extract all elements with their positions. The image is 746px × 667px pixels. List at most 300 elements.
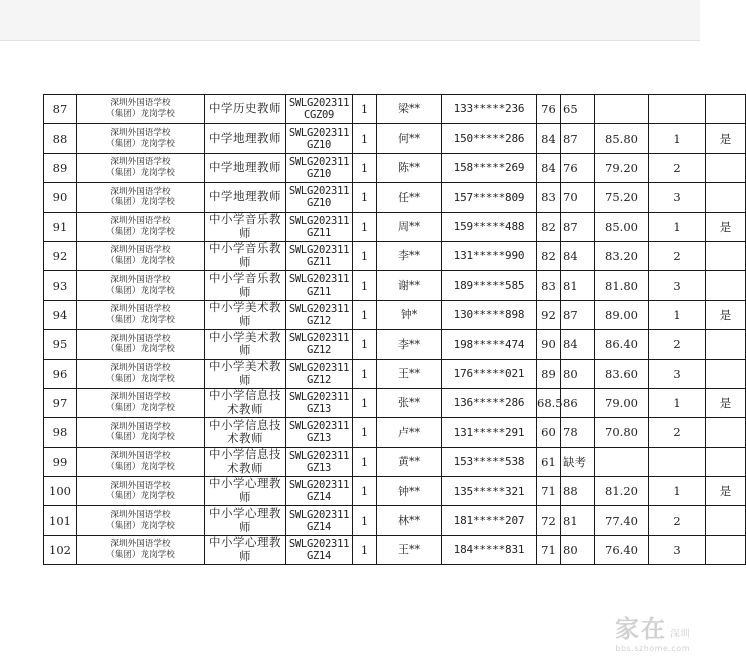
cell-interview-score: 81 (561, 271, 595, 300)
cell-unit (77, 241, 205, 270)
table-row (44, 447, 746, 476)
cell-total-score: 79.00 (595, 388, 649, 417)
cell-total-score: 70.80 (595, 418, 649, 447)
watermark-brand: 家在 (615, 615, 667, 643)
cell-rank (649, 95, 706, 124)
cell-hire-count: 1 (353, 300, 377, 329)
cell-number: 100 (44, 477, 77, 506)
cell-phone: 131*****990 (442, 241, 537, 270)
cell-post-line: 师 (239, 490, 251, 505)
cell-selected: 是 (706, 124, 746, 153)
cell-post-code-line: GZ14 (306, 550, 332, 563)
cell-selected (706, 506, 746, 535)
cell-post (205, 359, 286, 388)
cell-post-code-line: GZ14 (306, 520, 332, 533)
cell-unit (77, 183, 205, 212)
cell-candidate-name: 钟* (377, 300, 442, 329)
cell-candidate-name: 钟** (377, 477, 442, 506)
cell-total-score: 77.40 (595, 506, 649, 535)
cell-post-code-line: SWLG202311 (288, 155, 350, 168)
cell-post-code-line: GZ10 (306, 138, 332, 151)
cell-post-line: 中学地理教师 (209, 189, 281, 204)
cell-post-code-line: SWLG202311 (288, 185, 350, 198)
cell-post-code-line: GZ12 (306, 344, 332, 357)
cell-post-code-line: GZ11 (306, 256, 332, 269)
cell-unit-line: 深圳外国语学校 (110, 216, 171, 227)
cell-candidate-name: 张** (377, 388, 442, 417)
cell-unit-line: （集团）龙岗学校 (106, 314, 175, 325)
cell-number: 89 (44, 153, 77, 182)
cell-rank: 1 (649, 212, 706, 241)
cell-unit (77, 271, 205, 300)
cell-unit-line: 深圳外国语学校 (110, 480, 171, 491)
cell-post (205, 95, 286, 124)
cell-post-code (286, 212, 353, 241)
cell-total-score: 85.00 (595, 212, 649, 241)
watermark-tag: 深圳 (670, 629, 690, 640)
cell-written-score: 84 (537, 124, 561, 153)
cell-unit-line: 深圳外国语学校 (110, 186, 171, 197)
cell-post-code-line: SWLG202311 (288, 508, 350, 521)
table-row (44, 241, 746, 270)
cell-rank: 1 (649, 124, 706, 153)
cell-post-code (286, 447, 353, 476)
cell-unit-line: 深圳外国语学校 (110, 421, 171, 432)
cell-post (205, 388, 286, 417)
cell-post-code-line: GZ11 (306, 226, 332, 239)
cell-number: 98 (44, 418, 77, 447)
cell-unit (77, 153, 205, 182)
cell-total-score: 83.60 (595, 359, 649, 388)
cell-phone: 159*****488 (442, 212, 537, 241)
cell-phone: 158*****269 (442, 153, 537, 182)
cell-hire-count: 1 (353, 241, 377, 270)
cell-post-code-line: GZ14 (306, 491, 332, 504)
cell-post-code (286, 124, 353, 153)
cell-rank: 3 (649, 183, 706, 212)
cell-post (205, 418, 286, 447)
cell-number: 96 (44, 359, 77, 388)
cell-unit-line: 深圳外国语学校 (110, 127, 171, 138)
cell-selected (706, 447, 746, 476)
cell-post-line: 师 (239, 372, 251, 387)
cell-unit (77, 359, 205, 388)
cell-post (205, 477, 286, 506)
cell-post-code-line: SWLG202311 (288, 391, 350, 404)
cell-unit-line: （集团）龙岗学校 (106, 226, 175, 237)
cell-candidate-name: 何** (377, 124, 442, 153)
cell-number: 87 (44, 95, 77, 124)
cell-written-score: 82 (537, 241, 561, 270)
cell-candidate-name: 王** (377, 359, 442, 388)
cell-selected (706, 330, 746, 359)
cell-candidate-name: 周** (377, 212, 442, 241)
cell-unit-line: 深圳外国语学校 (110, 274, 171, 285)
cell-post-line: 中小学信息技 (209, 447, 281, 462)
cell-post-code-line: GZ12 (306, 314, 332, 327)
cell-unit-line: 深圳外国语学校 (110, 392, 171, 403)
cell-post-line: 中小学信息技 (209, 417, 281, 432)
cell-interview-score: 87 (561, 212, 595, 241)
cell-post-code (286, 359, 353, 388)
cell-number: 93 (44, 271, 77, 300)
cell-hire-count: 1 (353, 212, 377, 241)
cell-number: 102 (44, 535, 77, 564)
cell-post-code-line: SWLG202311 (288, 361, 350, 374)
cell-post-line: 中小学美术教 (209, 358, 281, 373)
cell-number: 90 (44, 183, 77, 212)
cell-hire-count: 1 (353, 124, 377, 153)
cell-unit (77, 535, 205, 564)
cell-phone: 153*****538 (442, 447, 537, 476)
cell-selected (706, 535, 746, 564)
cell-post-line: 师 (239, 313, 251, 328)
cell-hire-count: 1 (353, 330, 377, 359)
cell-post-line: 中小学美术教 (209, 300, 281, 315)
cell-candidate-name: 陈** (377, 153, 442, 182)
cell-written-score: 71 (537, 535, 561, 564)
cell-candidate-name: 卢** (377, 418, 442, 447)
cell-unit (77, 477, 205, 506)
cell-candidate-name: 林** (377, 506, 442, 535)
cell-rank: 2 (649, 153, 706, 182)
cell-written-score: 82 (537, 212, 561, 241)
cell-post-code (286, 330, 353, 359)
cell-unit-line: （集团）龙岗学校 (106, 285, 175, 296)
cell-post (205, 535, 286, 564)
cell-hire-count: 1 (353, 477, 377, 506)
cell-written-score: 68.5 (537, 388, 561, 417)
cell-interview-score: 80 (561, 535, 595, 564)
cell-post-line: 中小学音乐教 (209, 241, 281, 256)
cell-rank: 2 (649, 418, 706, 447)
cell-post-code-line: SWLG202311 (288, 126, 350, 139)
cell-unit-line: （集团）龙岗学校 (106, 109, 175, 120)
cell-post-code-line: SWLG202311 (288, 302, 350, 315)
table-row (44, 330, 746, 359)
cell-interview-score: 87 (561, 300, 595, 329)
cell-rank (649, 447, 706, 476)
cell-phone: 198*****474 (442, 330, 537, 359)
cell-post-line: 术教师 (227, 460, 263, 475)
table-row (44, 506, 746, 535)
cell-interview-score: 缺考 (561, 447, 595, 476)
cell-hire-count: 1 (353, 95, 377, 124)
cell-post (205, 124, 286, 153)
cell-written-score: 72 (537, 506, 561, 535)
cell-unit (77, 447, 205, 476)
cell-post-line: 中小学音乐教 (209, 211, 281, 226)
cell-rank: 1 (649, 300, 706, 329)
cell-interview-score: 80 (561, 359, 595, 388)
cell-rank: 1 (649, 477, 706, 506)
cell-post-line: 师 (239, 255, 251, 270)
cell-selected (706, 95, 746, 124)
cell-unit-line: （集团）龙岗学校 (106, 520, 175, 531)
cell-unit (77, 388, 205, 417)
cell-rank: 3 (649, 359, 706, 388)
cell-interview-score: 84 (561, 241, 595, 270)
cell-unit-line: 深圳外国语学校 (110, 539, 171, 550)
cell-hire-count: 1 (353, 447, 377, 476)
cell-total-score: 83.20 (595, 241, 649, 270)
cell-post (205, 506, 286, 535)
cell-selected (706, 241, 746, 270)
cell-post-line: 师 (239, 519, 251, 534)
cell-unit-line: 深圳外国语学校 (110, 98, 171, 109)
cell-phone: 135*****321 (442, 477, 537, 506)
cell-hire-count: 1 (353, 535, 377, 564)
cell-written-score: 89 (537, 359, 561, 388)
cell-written-score: 61 (537, 447, 561, 476)
cell-post-code-line: GZ10 (306, 167, 332, 180)
cell-post-code-line: SWLG202311 (288, 244, 350, 257)
cell-unit (77, 212, 205, 241)
table-row (44, 95, 746, 124)
cell-post-code-line: SWLG202311 (288, 214, 350, 227)
cell-number: 91 (44, 212, 77, 241)
cell-post (205, 241, 286, 270)
cell-unit-line: （集团）龙岗学校 (106, 461, 175, 472)
cell-total-score: 75.20 (595, 183, 649, 212)
cell-post-line: 中小学美术教 (209, 329, 281, 344)
cell-post-code (286, 300, 353, 329)
cell-interview-score: 78 (561, 418, 595, 447)
cell-written-score: 71 (537, 477, 561, 506)
cell-phone: 136*****286 (442, 388, 537, 417)
cell-post-line: 中小学心理教 (209, 535, 281, 550)
cell-selected (706, 153, 746, 182)
cell-unit (77, 124, 205, 153)
cell-candidate-name: 李** (377, 330, 442, 359)
cell-post-line: 师 (239, 284, 251, 299)
cell-unit-line: （集团）龙岗学校 (106, 197, 175, 208)
cell-selected: 是 (706, 477, 746, 506)
cell-number: 99 (44, 447, 77, 476)
cell-post-code-line: GZ13 (306, 403, 332, 416)
cell-total-score: 85.80 (595, 124, 649, 153)
cell-post-code-line: GZ12 (306, 373, 332, 386)
cell-post-code-line: GZ11 (306, 285, 332, 298)
cell-phone: 131*****291 (442, 418, 537, 447)
cell-post-code (286, 183, 353, 212)
cell-post-code (286, 535, 353, 564)
cell-rank: 3 (649, 535, 706, 564)
cell-post-line: 中学地理教师 (209, 160, 281, 175)
cell-post-code-line: SWLG202311 (288, 420, 350, 433)
cell-phone: 133*****236 (442, 95, 537, 124)
cell-selected: 是 (706, 212, 746, 241)
cell-post-code (286, 506, 353, 535)
cell-unit-line: 深圳外国语学校 (110, 157, 171, 168)
cell-candidate-name: 王** (377, 535, 442, 564)
cell-interview-score: 65 (561, 95, 595, 124)
cell-written-score: 90 (537, 330, 561, 359)
cell-post (205, 447, 286, 476)
cell-post-code-line: SWLG202311 (288, 479, 350, 492)
cell-unit-line: （集团）龙岗学校 (106, 256, 175, 267)
cell-hire-count: 1 (353, 388, 377, 417)
cell-post (205, 212, 286, 241)
cell-total-score: 81.80 (595, 271, 649, 300)
cell-unit-line: 深圳外国语学校 (110, 304, 171, 315)
cell-post-code (286, 388, 353, 417)
cell-total-score: 79.20 (595, 153, 649, 182)
cell-post-code-line: GZ13 (306, 432, 332, 445)
cell-number: 101 (44, 506, 77, 535)
cell-post-line: 师 (239, 343, 251, 358)
cell-unit-line: 深圳外国语学校 (110, 245, 171, 256)
cell-unit-line: （集团）龙岗学校 (106, 373, 175, 384)
cell-unit-line: （集团）龙岗学校 (106, 432, 175, 443)
cell-post (205, 300, 286, 329)
watermark-url: bbs.szhome.com (615, 644, 690, 653)
table-row (44, 388, 746, 417)
score-table (43, 94, 746, 565)
cell-written-score: 92 (537, 300, 561, 329)
cell-post-line: 中小学心理教 (209, 476, 281, 491)
cell-post-line: 中小学心理教 (209, 505, 281, 520)
cell-number: 94 (44, 300, 77, 329)
cell-total-score: 81.20 (595, 477, 649, 506)
cell-phone: 150*****286 (442, 124, 537, 153)
cell-hire-count: 1 (353, 418, 377, 447)
cell-written-score: 83 (537, 183, 561, 212)
cell-total-score: 76.40 (595, 535, 649, 564)
cell-interview-score: 87 (561, 124, 595, 153)
table-row (44, 124, 746, 153)
cell-unit (77, 506, 205, 535)
cell-phone: 176*****021 (442, 359, 537, 388)
cell-unit-line: 深圳外国语学校 (110, 509, 171, 520)
cell-total-score (595, 95, 649, 124)
cell-hire-count: 1 (353, 153, 377, 182)
cell-rank: 1 (649, 388, 706, 417)
cell-post-line: 师 (239, 549, 251, 564)
table-row (44, 212, 746, 241)
cell-post-line: 中小学音乐教 (209, 270, 281, 285)
cell-unit-line: 深圳外国语学校 (110, 333, 171, 344)
cell-post (205, 271, 286, 300)
cell-written-score: 83 (537, 271, 561, 300)
cell-interview-score: 81 (561, 506, 595, 535)
cell-rank: 2 (649, 330, 706, 359)
cell-candidate-name: 谢** (377, 271, 442, 300)
cell-selected: 是 (706, 388, 746, 417)
cell-interview-score: 86 (561, 388, 595, 417)
cell-post-code-line: SWLG202311 (288, 97, 350, 110)
viewer-top-bar (0, 0, 700, 41)
cell-unit (77, 95, 205, 124)
cell-rank: 2 (649, 241, 706, 270)
watermark (615, 609, 690, 653)
cell-written-score: 84 (537, 153, 561, 182)
table-row (44, 418, 746, 447)
cell-rank: 2 (649, 506, 706, 535)
cell-post-line: 中小学信息技 (209, 388, 281, 403)
cell-selected (706, 359, 746, 388)
cell-number: 95 (44, 330, 77, 359)
cell-post (205, 153, 286, 182)
cell-post-code (286, 477, 353, 506)
cell-interview-score: 84 (561, 330, 595, 359)
cell-unit-line: （集团）龙岗学校 (106, 344, 175, 355)
cell-written-score: 60 (537, 418, 561, 447)
cell-post-code (286, 95, 353, 124)
cell-selected (706, 418, 746, 447)
cell-unit (77, 418, 205, 447)
cell-post-code-line: GZ13 (306, 461, 332, 474)
cell-post-code-line: SWLG202311 (288, 273, 350, 286)
table-row (44, 153, 746, 182)
cell-candidate-name: 任** (377, 183, 442, 212)
cell-post-line: 术教师 (227, 402, 263, 417)
table-row (44, 535, 746, 564)
cell-phone: 130*****898 (442, 300, 537, 329)
cell-number: 88 (44, 124, 77, 153)
cell-post-line: 师 (239, 225, 251, 240)
cell-post-line: 中学历史教师 (209, 101, 281, 116)
cell-unit (77, 300, 205, 329)
cell-unit-line: （集团）龙岗学校 (106, 138, 175, 149)
cell-post-line: 术教师 (227, 431, 263, 446)
cell-interview-score: 88 (561, 477, 595, 506)
cell-total-score (595, 447, 649, 476)
cell-interview-score: 70 (561, 183, 595, 212)
cell-written-score: 76 (537, 95, 561, 124)
cell-phone: 189*****585 (442, 271, 537, 300)
cell-unit-line: （集团）龙岗学校 (106, 167, 175, 178)
cell-post-code-line: SWLG202311 (288, 332, 350, 345)
cell-hire-count: 1 (353, 359, 377, 388)
cell-unit-line: 深圳外国语学校 (110, 362, 171, 373)
cell-total-score: 86.40 (595, 330, 649, 359)
cell-post (205, 330, 286, 359)
table-row (44, 300, 746, 329)
cell-post-code (286, 241, 353, 270)
cell-hire-count: 1 (353, 506, 377, 535)
cell-candidate-name: 梁** (377, 95, 442, 124)
cell-post-code-line: CGZ09 (303, 109, 335, 122)
cell-post-code-line: GZ10 (306, 197, 332, 210)
cell-hire-count: 1 (353, 183, 377, 212)
cell-post-code (286, 153, 353, 182)
cell-post-code (286, 271, 353, 300)
table-row (44, 183, 746, 212)
cell-post-line: 中学地理教师 (209, 130, 281, 145)
cell-interview-score: 76 (561, 153, 595, 182)
table-row (44, 271, 746, 300)
cell-selected: 是 (706, 300, 746, 329)
cell-candidate-name: 李** (377, 241, 442, 270)
table-row (44, 477, 746, 506)
cell-number: 97 (44, 388, 77, 417)
cell-candidate-name: 黄** (377, 447, 442, 476)
cell-rank: 3 (649, 271, 706, 300)
cell-post-code-line: SWLG202311 (288, 537, 350, 550)
cell-unit-line: （集团）龙岗学校 (106, 403, 175, 414)
cell-unit-line: 深圳外国语学校 (110, 451, 171, 462)
table-row (44, 359, 746, 388)
cell-selected (706, 271, 746, 300)
cell-total-score: 89.00 (595, 300, 649, 329)
cell-hire-count: 1 (353, 271, 377, 300)
cell-phone: 184*****831 (442, 535, 537, 564)
cell-post-code (286, 418, 353, 447)
cell-phone: 157*****809 (442, 183, 537, 212)
cell-unit (77, 330, 205, 359)
cell-phone: 181*****207 (442, 506, 537, 535)
